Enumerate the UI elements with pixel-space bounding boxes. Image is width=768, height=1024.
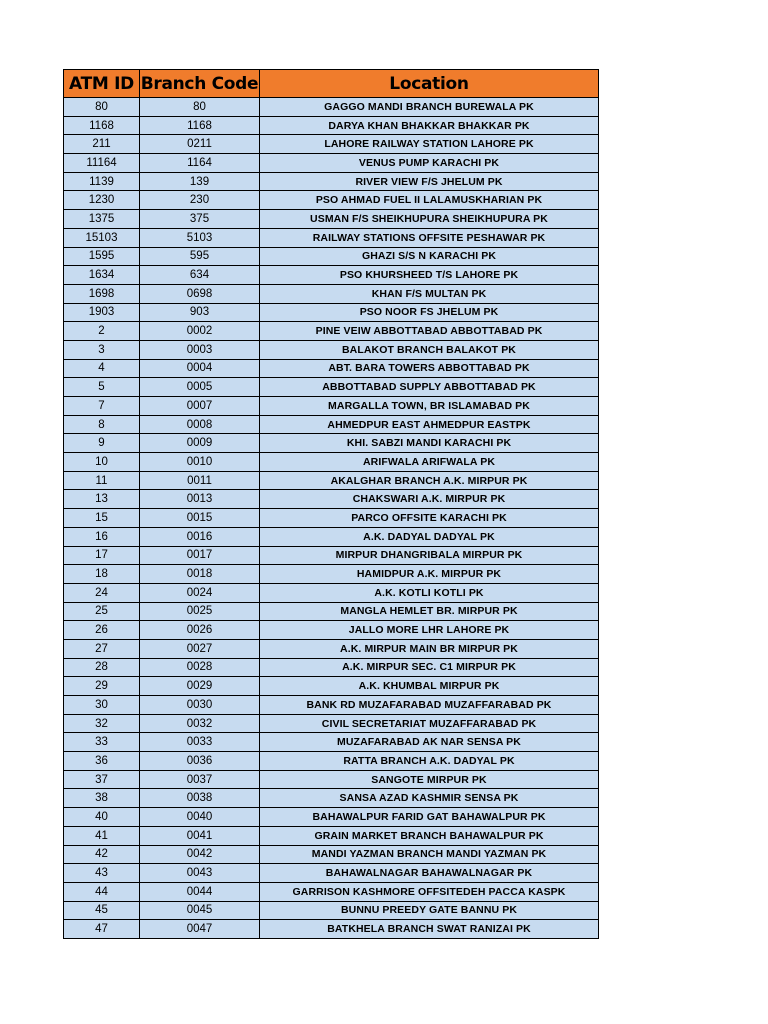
atm-id-cell: 11164 — [64, 154, 140, 173]
table-row — [64, 434, 599, 453]
location-cell: GARRISON KASHMORE OFFSITEDEH PACCA KASPK — [260, 882, 599, 901]
atm-id-cell: 41 — [64, 826, 140, 845]
location-cell: BAHAWALNAGAR BAHAWALNAGAR PK — [260, 864, 599, 883]
atm-id-cell: 27 — [64, 639, 140, 658]
location-cell: USMAN F/S SHEIKHUPURA SHEIKHUPURA PK — [260, 210, 599, 229]
location-cell: BAHAWALPUR FARID GAT BAHAWALPUR PK — [260, 808, 599, 827]
location-cell: KHI. SABZI MANDI KARACHI PK — [260, 434, 599, 453]
atm-id-cell: 15 — [64, 509, 140, 528]
branch-code-cell: 0038 — [140, 789, 260, 808]
table-body — [64, 98, 599, 939]
branch-code-cell: 230 — [140, 191, 260, 210]
table-row — [64, 733, 599, 752]
table-row — [64, 154, 599, 173]
atm-id-cell: 38 — [64, 789, 140, 808]
branch-code-cell: 0036 — [140, 752, 260, 771]
header-row — [64, 70, 599, 98]
location-cell: GAGGO MANDI BRANCH BUREWALA PK — [260, 98, 599, 117]
atm-id-cell: 33 — [64, 733, 140, 752]
atm-id-cell: 45 — [64, 901, 140, 920]
table-row — [64, 98, 599, 117]
atm-id-cell: 80 — [64, 98, 140, 117]
atm-id-cell: 43 — [64, 864, 140, 883]
branch-code-cell: 0011 — [140, 471, 260, 490]
atm-id-cell: 1230 — [64, 191, 140, 210]
location-cell: RIVER VIEW F/S JHELUM PK — [260, 172, 599, 191]
atm-id-cell: 25 — [64, 602, 140, 621]
location-cell: JALLO MORE LHR LAHORE PK — [260, 621, 599, 640]
location-cell: RAILWAY STATIONS OFFSITE PESHAWAR PK — [260, 228, 599, 247]
location-cell: CIVIL SECRETARIAT MUZAFFARABAD PK — [260, 714, 599, 733]
location-cell: MANGLA HEMLET BR. MIRPUR PK — [260, 602, 599, 621]
header-location: Location — [260, 70, 599, 98]
branch-code-cell: 0015 — [140, 509, 260, 528]
location-cell: A.K. KHUMBAL MIRPUR PK — [260, 677, 599, 696]
table-row — [64, 639, 599, 658]
atm-id-cell: 10 — [64, 453, 140, 472]
branch-code-cell: 1164 — [140, 154, 260, 173]
location-cell: PARCO OFFSITE KARACHI PK — [260, 509, 599, 528]
table-row — [64, 378, 599, 397]
table-row — [64, 546, 599, 565]
location-cell: BALAKOT BRANCH BALAKOT PK — [260, 340, 599, 359]
table-row — [64, 658, 599, 677]
branch-code-cell: 1168 — [140, 116, 260, 135]
atm-id-cell: 44 — [64, 882, 140, 901]
table-row — [64, 247, 599, 266]
table-row — [64, 228, 599, 247]
atm-id-cell: 17 — [64, 546, 140, 565]
location-cell: GRAIN MARKET BRANCH BAHAWALPUR PK — [260, 826, 599, 845]
location-cell: MARGALLA TOWN, BR ISLAMABAD PK — [260, 397, 599, 416]
location-cell: PSO NOOR FS JHELUM PK — [260, 303, 599, 322]
branch-code-cell: 903 — [140, 303, 260, 322]
location-cell: PINE VEIW ABBOTTABAD ABBOTTABAD PK — [260, 322, 599, 341]
atm-id-cell: 32 — [64, 714, 140, 733]
atm-id-cell: 3 — [64, 340, 140, 359]
table-row — [64, 808, 599, 827]
table-row — [64, 845, 599, 864]
table-row — [64, 826, 599, 845]
branch-code-cell: 0004 — [140, 359, 260, 378]
branch-code-cell: 0010 — [140, 453, 260, 472]
table-row — [64, 602, 599, 621]
branch-code-cell: 634 — [140, 266, 260, 285]
location-cell: BATKHELA BRANCH SWAT RANIZAI PK — [260, 920, 599, 939]
atm-id-cell: 1903 — [64, 303, 140, 322]
atm-id-cell: 37 — [64, 770, 140, 789]
branch-code-cell: 0042 — [140, 845, 260, 864]
atm-id-cell: 26 — [64, 621, 140, 640]
atm-id-cell: 16 — [64, 527, 140, 546]
branch-code-cell: 595 — [140, 247, 260, 266]
branch-code-cell: 0026 — [140, 621, 260, 640]
table-row — [64, 583, 599, 602]
atm-id-cell: 24 — [64, 583, 140, 602]
table-row — [64, 266, 599, 285]
table-row — [64, 901, 599, 920]
branch-code-cell: 0009 — [140, 434, 260, 453]
atm-id-cell: 2 — [64, 322, 140, 341]
table-row — [64, 415, 599, 434]
atm-id-cell: 8 — [64, 415, 140, 434]
table-row — [64, 303, 599, 322]
table-row — [64, 284, 599, 303]
branch-code-cell: 0041 — [140, 826, 260, 845]
table-row — [64, 527, 599, 546]
table-row — [64, 135, 599, 154]
table-row — [64, 621, 599, 640]
table-row — [64, 920, 599, 939]
table-row — [64, 471, 599, 490]
branch-code-cell: 0003 — [140, 340, 260, 359]
table-row — [64, 565, 599, 584]
location-cell: MANDI YAZMAN BRANCH MANDI YAZMAN PK — [260, 845, 599, 864]
branch-code-cell: 0030 — [140, 696, 260, 715]
atm-id-cell: 211 — [64, 135, 140, 154]
atm-id-cell: 5 — [64, 378, 140, 397]
branch-code-cell: 0032 — [140, 714, 260, 733]
table-row — [64, 340, 599, 359]
location-cell: AKALGHAR BRANCH A.K. MIRPUR PK — [260, 471, 599, 490]
branch-code-cell: 0017 — [140, 546, 260, 565]
table-row — [64, 453, 599, 472]
branch-code-cell: 0047 — [140, 920, 260, 939]
header-branch-code: Branch Code — [140, 70, 260, 98]
location-cell: SANGOTE MIRPUR PK — [260, 770, 599, 789]
branch-code-cell: 0016 — [140, 527, 260, 546]
location-cell: AHMEDPUR EAST AHMEDPUR EASTPK — [260, 415, 599, 434]
atm-id-cell: 36 — [64, 752, 140, 771]
location-cell: RATTA BRANCH A.K. DADYAL PK — [260, 752, 599, 771]
branch-code-cell: 0007 — [140, 397, 260, 416]
atm-id-cell: 9 — [64, 434, 140, 453]
location-cell: PSO AHMAD FUEL II LALAMUSKHARIAN PK — [260, 191, 599, 210]
table-row — [64, 714, 599, 733]
table-row — [64, 397, 599, 416]
location-cell: GHAZI S/S N KARACHI PK — [260, 247, 599, 266]
atm-location-table — [63, 69, 599, 939]
location-cell: A.K. DADYAL DADYAL PK — [260, 527, 599, 546]
location-cell: ABBOTTABAD SUPPLY ABBOTTABAD PK — [260, 378, 599, 397]
atm-id-cell: 1139 — [64, 172, 140, 191]
location-cell: KHAN F/S MULTAN PK — [260, 284, 599, 303]
branch-code-cell: 0002 — [140, 322, 260, 341]
header-atm-id: ATM ID — [64, 70, 140, 98]
table-row — [64, 789, 599, 808]
table-row — [64, 172, 599, 191]
branch-code-cell: 0018 — [140, 565, 260, 584]
branch-code-cell: 0033 — [140, 733, 260, 752]
branch-code-cell: 0008 — [140, 415, 260, 434]
table-row — [64, 116, 599, 135]
location-cell: SANSA AZAD KASHMIR SENSA PK — [260, 789, 599, 808]
atm-id-cell: 13 — [64, 490, 140, 509]
table-row — [64, 882, 599, 901]
location-cell: MIRPUR DHANGRIBALA MIRPUR PK — [260, 546, 599, 565]
branch-code-cell: 0027 — [140, 639, 260, 658]
location-cell: MUZAFARABAD AK NAR SENSA PK — [260, 733, 599, 752]
branch-code-cell: 0013 — [140, 490, 260, 509]
atm-id-cell: 1698 — [64, 284, 140, 303]
branch-code-cell: 0029 — [140, 677, 260, 696]
atm-id-cell: 15103 — [64, 228, 140, 247]
location-cell: ARIFWALA ARIFWALA PK — [260, 453, 599, 472]
atm-id-cell: 28 — [64, 658, 140, 677]
branch-code-cell: 0040 — [140, 808, 260, 827]
atm-id-cell: 18 — [64, 565, 140, 584]
table-row — [64, 752, 599, 771]
location-cell: PSO KHURSHEED T/S LAHORE PK — [260, 266, 599, 285]
branch-code-cell: 0045 — [140, 901, 260, 920]
table-row — [64, 696, 599, 715]
branch-code-cell: 0024 — [140, 583, 260, 602]
branch-code-cell: 0043 — [140, 864, 260, 883]
atm-id-cell: 1634 — [64, 266, 140, 285]
branch-code-cell: 0698 — [140, 284, 260, 303]
branch-code-cell: 139 — [140, 172, 260, 191]
location-cell: A.K. MIRPUR MAIN BR MIRPUR PK — [260, 639, 599, 658]
location-cell: BANK RD MUZAFARABAD MUZAFFARABAD PK — [260, 696, 599, 715]
table-row — [64, 359, 599, 378]
branch-code-cell: 375 — [140, 210, 260, 229]
location-cell: HAMIDPUR A.K. MIRPUR PK — [260, 565, 599, 584]
table-row — [64, 864, 599, 883]
atm-id-cell: 1595 — [64, 247, 140, 266]
location-cell: A.K. MIRPUR SEC. C1 MIRPUR PK — [260, 658, 599, 677]
atm-id-cell: 7 — [64, 397, 140, 416]
atm-id-cell: 29 — [64, 677, 140, 696]
table-row — [64, 210, 599, 229]
table-row — [64, 677, 599, 696]
table-row — [64, 509, 599, 528]
branch-code-cell: 0005 — [140, 378, 260, 397]
atm-id-cell: 4 — [64, 359, 140, 378]
atm-id-cell: 40 — [64, 808, 140, 827]
location-cell: ABT. BARA TOWERS ABBOTTABAD PK — [260, 359, 599, 378]
atm-id-cell: 1168 — [64, 116, 140, 135]
table-row — [64, 191, 599, 210]
location-cell: DARYA KHAN BHAKKAR BHAKKAR PK — [260, 116, 599, 135]
atm-id-cell: 11 — [64, 471, 140, 490]
branch-code-cell: 5103 — [140, 228, 260, 247]
branch-code-cell: 0028 — [140, 658, 260, 677]
location-cell: VENUS PUMP KARACHI PK — [260, 154, 599, 173]
location-cell: BUNNU PREEDY GATE BANNU PK — [260, 901, 599, 920]
atm-id-cell: 47 — [64, 920, 140, 939]
branch-code-cell: 80 — [140, 98, 260, 117]
table-row — [64, 490, 599, 509]
table-row — [64, 322, 599, 341]
branch-code-cell: 0025 — [140, 602, 260, 621]
branch-code-cell: 0211 — [140, 135, 260, 154]
branch-code-cell: 0044 — [140, 882, 260, 901]
location-cell: CHAKSWARI A.K. MIRPUR PK — [260, 490, 599, 509]
atm-id-cell: 1375 — [64, 210, 140, 229]
atm-id-cell: 30 — [64, 696, 140, 715]
atm-id-cell: 42 — [64, 845, 140, 864]
branch-code-cell: 0037 — [140, 770, 260, 789]
table-row — [64, 770, 599, 789]
location-cell: LAHORE RAILWAY STATION LAHORE PK — [260, 135, 599, 154]
location-cell: A.K. KOTLI KOTLI PK — [260, 583, 599, 602]
